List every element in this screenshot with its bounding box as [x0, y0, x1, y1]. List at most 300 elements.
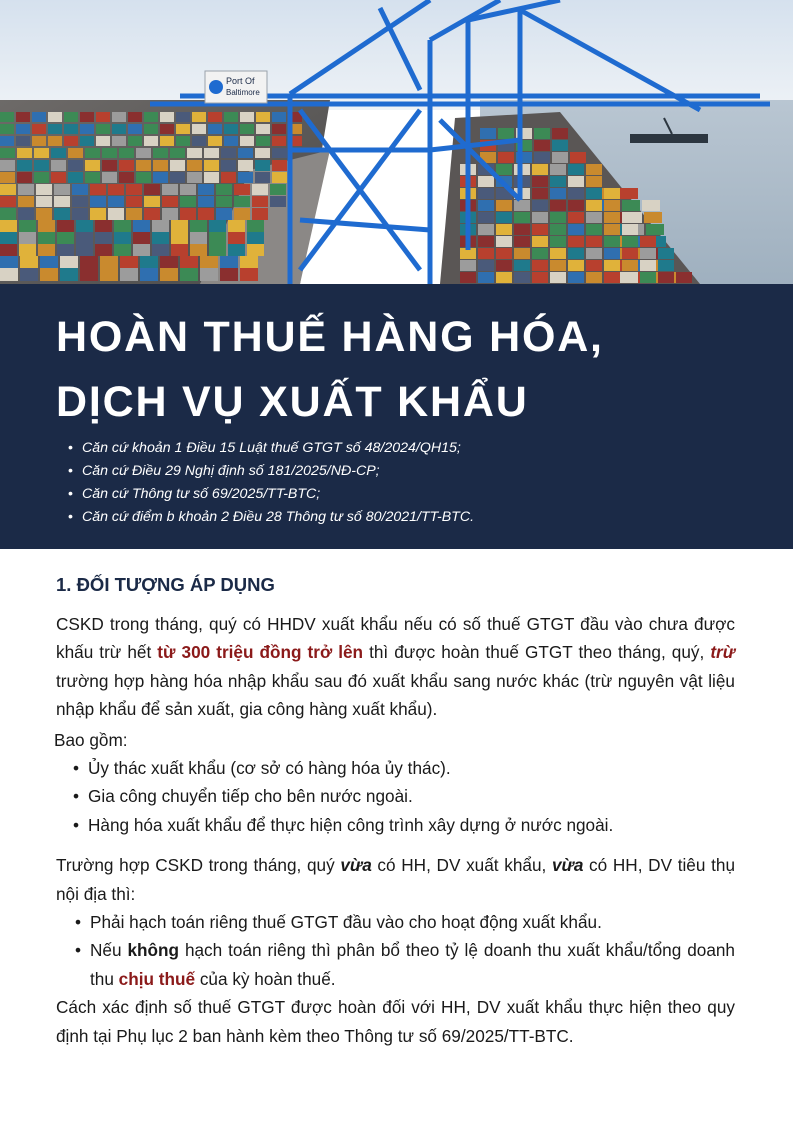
container-box — [256, 136, 270, 146]
container-box — [18, 208, 34, 220]
container-box — [80, 256, 98, 269]
container-box — [176, 112, 190, 122]
container-box — [550, 164, 566, 175]
container-box — [604, 236, 620, 247]
container-box — [478, 272, 494, 283]
container-box — [68, 160, 83, 171]
list-item: • Ủy thác xuất khẩu (cơ sở có hàng hóa ủy thác). — [88, 754, 735, 782]
container-box — [40, 268, 58, 281]
container-box — [532, 176, 548, 187]
container-box — [171, 244, 188, 256]
container-box — [198, 184, 214, 195]
container-box — [532, 200, 548, 211]
container-box — [112, 112, 126, 122]
container-box — [534, 152, 550, 163]
container-box — [51, 160, 66, 171]
container-box — [216, 184, 232, 195]
container-box — [496, 236, 512, 247]
container-box — [640, 248, 656, 259]
container-box — [144, 184, 160, 195]
container-box — [76, 232, 93, 244]
container-box — [586, 272, 602, 283]
container-box — [200, 256, 218, 269]
container-box — [60, 256, 78, 269]
container-box — [238, 148, 253, 158]
container-box — [496, 272, 512, 283]
text: có HH, DV xuất khẩu, — [371, 855, 552, 876]
container-box — [255, 148, 270, 158]
container-box — [240, 136, 254, 146]
container-box — [640, 236, 656, 247]
container-box — [190, 220, 207, 232]
container-box — [0, 208, 16, 220]
container-box — [622, 272, 638, 283]
container-box — [126, 184, 142, 195]
container-box — [234, 208, 250, 220]
container-box — [17, 172, 32, 183]
container-box — [586, 236, 602, 247]
port-sign-line1: Port Of — [226, 76, 255, 86]
container-box — [204, 148, 219, 158]
text: trường hợp hàng hóa nhập khẩu sau đó xuất khẩu sang nước khác (trừ nguyên vật liệu nhập khẩu để sản xuất, gia công hàng xuất khẩu). — [56, 670, 735, 720]
container-box — [120, 256, 138, 269]
container-box — [180, 196, 196, 207]
container-box — [460, 272, 476, 283]
container-box — [586, 260, 602, 271]
container-box — [568, 188, 584, 199]
container-box — [176, 124, 190, 134]
container-box — [152, 244, 169, 256]
container-box — [0, 112, 14, 122]
container-box — [270, 184, 286, 195]
container-box — [18, 196, 34, 207]
container-box — [644, 212, 662, 223]
container-box — [96, 136, 110, 146]
container-box — [496, 212, 512, 223]
text: của kỳ hoàn thuế. — [195, 968, 336, 989]
container-box — [514, 236, 530, 247]
container-box — [119, 160, 134, 171]
container-box — [95, 244, 112, 256]
text: hạch toán riêng thì phân bổ theo tỷ lệ doanh thu xuất khẩu/tổng doanh thu — [90, 940, 735, 989]
container-box — [270, 196, 286, 207]
container-box — [128, 124, 142, 134]
text: Trường hợp CSKD trong tháng, quý — [56, 855, 341, 876]
container-box — [16, 112, 30, 122]
container-box — [85, 172, 100, 183]
container-box — [532, 260, 548, 271]
container-box — [550, 212, 566, 223]
container-box — [57, 220, 74, 232]
container-box — [112, 124, 126, 134]
container-box — [72, 196, 88, 207]
container-box — [570, 152, 586, 163]
container-box — [144, 196, 160, 207]
container-box — [224, 124, 238, 134]
container-box — [208, 112, 222, 122]
container-box — [532, 224, 548, 235]
container-box — [234, 184, 250, 195]
container-box — [240, 112, 254, 122]
container-box — [586, 200, 602, 211]
container-box — [228, 244, 245, 256]
container-box — [0, 196, 16, 207]
paragraph-eligibility — [56, 610, 735, 724]
container-box — [16, 136, 30, 146]
container-box — [160, 112, 174, 122]
container-box — [642, 200, 660, 211]
container-box — [586, 224, 602, 235]
container-box — [568, 212, 584, 223]
container-box — [160, 268, 178, 281]
container-box — [34, 160, 49, 171]
container-box — [57, 244, 74, 256]
container-box — [187, 160, 202, 171]
container-box — [95, 220, 112, 232]
container-box — [256, 124, 270, 134]
container-box — [190, 232, 207, 244]
container-box — [126, 208, 142, 220]
container-box — [604, 200, 620, 211]
container-box — [36, 196, 52, 207]
container-box — [144, 124, 158, 134]
container-box — [119, 172, 134, 183]
container-box — [604, 248, 620, 259]
container-box — [552, 140, 568, 151]
container-box — [586, 176, 602, 187]
container-box — [534, 140, 550, 151]
container-box — [133, 220, 150, 232]
container-box — [0, 256, 18, 269]
container-box — [550, 176, 566, 187]
container-box — [568, 272, 584, 283]
container-box — [18, 184, 34, 195]
list-item: • Gia công chuyển tiếp cho bên nước ngoài. — [88, 782, 735, 810]
container-box — [20, 268, 38, 281]
text: CSKD trong tháng, quý có HHDV xuất khẩu nếu có số thuế GTGT đầu vào chưa được khấu trừ hết — [56, 614, 735, 663]
container-box — [478, 260, 494, 271]
container-box — [162, 196, 178, 207]
container-box — [108, 184, 124, 195]
container-box — [220, 256, 238, 269]
container-box — [102, 160, 117, 171]
container-box — [95, 232, 112, 244]
container-box — [136, 148, 151, 158]
section-heading: 1. ĐỐI TƯỢNG ÁP DỤNG — [56, 574, 275, 595]
container-box — [17, 160, 32, 171]
container-box — [247, 244, 264, 256]
container-box — [534, 128, 550, 139]
container-box — [100, 256, 118, 269]
container-box — [152, 232, 169, 244]
container-box — [586, 248, 602, 259]
container-box — [604, 224, 620, 235]
container-box — [640, 260, 656, 271]
container-box — [38, 220, 55, 232]
container-box — [208, 136, 222, 146]
container-box — [198, 208, 214, 220]
container-box — [48, 112, 62, 122]
container-box — [552, 152, 568, 163]
container-box — [676, 272, 692, 283]
container-box — [36, 184, 52, 195]
container-box — [54, 184, 70, 195]
includes-list — [88, 754, 735, 839]
container-box — [192, 124, 206, 134]
cases-list — [90, 908, 735, 993]
container-box — [658, 248, 674, 259]
container-box — [216, 196, 232, 207]
container-box — [514, 248, 530, 259]
container-box — [240, 268, 258, 281]
container-box — [90, 208, 106, 220]
container-box — [460, 260, 476, 271]
container-box — [144, 112, 158, 122]
container-box — [586, 188, 602, 199]
emphasis: vừa — [551, 855, 584, 876]
container-box — [256, 112, 270, 122]
container-box — [60, 268, 78, 281]
container-box — [32, 112, 46, 122]
container-box — [34, 172, 49, 183]
container-box — [224, 136, 238, 146]
container-box — [228, 220, 245, 232]
container-box — [496, 260, 512, 271]
container-box — [51, 148, 66, 158]
container-box — [180, 268, 198, 281]
container-box — [54, 208, 70, 220]
container-box — [550, 200, 566, 211]
legal-basis-item: • Căn cứ điểm b khoản 2 Điều 28 Thông tư số 80/2021/TT-BTC. — [68, 506, 474, 529]
container-box — [604, 188, 620, 199]
container-box — [204, 172, 219, 183]
container-box — [658, 260, 674, 271]
container-box — [19, 232, 36, 244]
container-box — [234, 196, 250, 207]
container-box — [496, 248, 512, 259]
container-box — [0, 160, 15, 171]
container-box — [604, 272, 620, 283]
container-box — [0, 220, 17, 232]
container-box — [272, 148, 287, 158]
list-item: • Phải hạch toán riêng thuế GTGT đầu vào cho hoạt động xuất khẩu. — [90, 908, 735, 936]
container-box — [80, 124, 94, 134]
container-box — [622, 200, 640, 211]
container-box — [128, 112, 142, 122]
container-box — [133, 232, 150, 244]
list-item — [90, 936, 735, 993]
container-box — [17, 148, 32, 158]
container-box — [85, 160, 100, 171]
container-box — [568, 164, 584, 175]
container-box — [532, 248, 548, 259]
container-box — [0, 268, 18, 281]
container-box — [34, 148, 49, 158]
container-box — [96, 112, 110, 122]
container-box — [133, 244, 150, 256]
container-box — [136, 172, 151, 183]
container-box — [0, 232, 17, 244]
container-box — [153, 148, 168, 158]
text: có HH, DV tiêu thụ nội địa thì: — [56, 855, 735, 904]
container-box — [126, 196, 142, 207]
container-box — [586, 212, 602, 223]
title-line-1: HOÀN THUẾ HÀNG HÓA, — [56, 313, 604, 361]
container-box — [0, 184, 16, 195]
container-box — [160, 124, 174, 134]
container-box — [252, 196, 268, 207]
container-box — [64, 112, 78, 122]
container-box — [622, 260, 638, 271]
container-box — [16, 124, 30, 134]
container-box — [252, 208, 268, 220]
paragraph-mixed-activity — [56, 851, 735, 908]
container-box — [550, 272, 566, 283]
title-line-2: DỊCH VỤ XUẤT KHẨU — [56, 378, 529, 426]
container-box — [568, 176, 584, 187]
container-box — [90, 184, 106, 195]
includes-label: Bao gồm: — [54, 729, 128, 750]
container-box — [552, 128, 568, 139]
legal-basis-list — [68, 437, 474, 529]
container-box — [550, 260, 566, 271]
paragraph-calculation: Cách xác định số thuế GTGT được hoàn đối với HH, DV xuất khẩu thực hiện theo quy định tại Phụ lục 2 ban hành kèm theo Thông tư số 69/2025/TT-BTC. — [56, 997, 735, 1046]
container-box — [20, 256, 38, 269]
container-box — [498, 152, 514, 163]
port-sign — [205, 71, 267, 103]
container-box — [514, 260, 530, 271]
container-box — [108, 208, 124, 220]
container-box — [532, 236, 548, 247]
container-box — [532, 188, 548, 199]
container-box — [272, 172, 287, 183]
container-box — [240, 124, 254, 134]
container-box — [170, 172, 185, 183]
container-box — [272, 136, 286, 146]
container-box — [48, 124, 62, 134]
container-box — [550, 188, 566, 199]
container-box — [32, 136, 46, 146]
container-box — [38, 232, 55, 244]
container-box — [153, 172, 168, 183]
container-box — [198, 196, 214, 207]
container-box — [162, 208, 178, 220]
container-box — [170, 148, 185, 158]
threshold-highlight: từ 300 triệu đồng trở lên — [157, 642, 364, 663]
container-box — [180, 208, 196, 220]
container-box — [40, 256, 58, 269]
container-box — [100, 268, 118, 281]
container-box — [160, 136, 174, 146]
container-box — [80, 268, 98, 281]
container-box — [604, 260, 620, 271]
container-box — [136, 160, 151, 171]
container-box — [604, 212, 620, 223]
container-box — [568, 224, 584, 235]
container-box — [496, 224, 512, 235]
container-box — [176, 136, 190, 146]
page-title — [56, 305, 776, 435]
container-box — [114, 232, 131, 244]
container-box — [640, 272, 656, 283]
container-box — [209, 220, 226, 232]
container-box — [209, 232, 226, 244]
container-box — [204, 160, 219, 171]
container-box — [208, 124, 222, 134]
container-box — [120, 268, 138, 281]
container-box — [221, 172, 236, 183]
container-box — [80, 136, 94, 146]
taxable-highlight: chịu thuế — [118, 968, 196, 989]
container-box — [247, 232, 264, 244]
container-box — [108, 196, 124, 207]
container-box — [57, 232, 74, 244]
container-box — [622, 248, 638, 259]
container-box — [0, 148, 15, 158]
container-box — [478, 224, 494, 235]
container-box — [255, 172, 270, 183]
container-box — [224, 112, 238, 122]
container-box — [622, 236, 638, 247]
container-box — [51, 172, 66, 183]
container-box — [532, 164, 548, 175]
container-box — [658, 272, 674, 283]
container-box — [140, 268, 158, 281]
container-box — [128, 136, 142, 146]
container-box — [514, 272, 530, 283]
container-box — [162, 184, 178, 195]
container-box — [498, 128, 514, 139]
container-box — [478, 236, 494, 247]
container-box — [76, 220, 93, 232]
emphasis: không — [127, 940, 180, 961]
container-box — [478, 248, 494, 259]
container-box — [238, 160, 253, 171]
container-box — [200, 268, 218, 281]
container-box — [68, 148, 83, 158]
container-box — [228, 232, 245, 244]
container-box — [114, 244, 131, 256]
container-box — [496, 200, 512, 211]
container-box — [568, 260, 584, 271]
container-box — [478, 212, 494, 223]
container-box — [209, 244, 226, 256]
container-box — [171, 220, 188, 232]
container-box — [160, 256, 178, 269]
container-box — [550, 224, 566, 235]
container-box — [238, 172, 253, 183]
container-box — [68, 172, 83, 183]
container-box — [152, 220, 169, 232]
text: Nếu — [90, 940, 128, 961]
container-box — [220, 268, 238, 281]
container-box — [568, 248, 584, 259]
hero-photo — [0, 0, 793, 284]
container-box — [240, 256, 258, 269]
container-box — [622, 212, 638, 223]
container-box — [0, 124, 14, 134]
container-box — [255, 160, 270, 171]
container-box — [144, 208, 160, 220]
container-box — [221, 160, 236, 171]
container-box — [187, 172, 202, 183]
container-box — [586, 164, 602, 175]
legal-basis-item: • Căn cứ Điều 29 Nghị định số 181/2025/NĐ-CP; — [68, 460, 474, 483]
container-box — [514, 212, 530, 223]
container-box — [180, 184, 196, 195]
container-box — [153, 160, 168, 171]
container-box — [646, 224, 664, 235]
